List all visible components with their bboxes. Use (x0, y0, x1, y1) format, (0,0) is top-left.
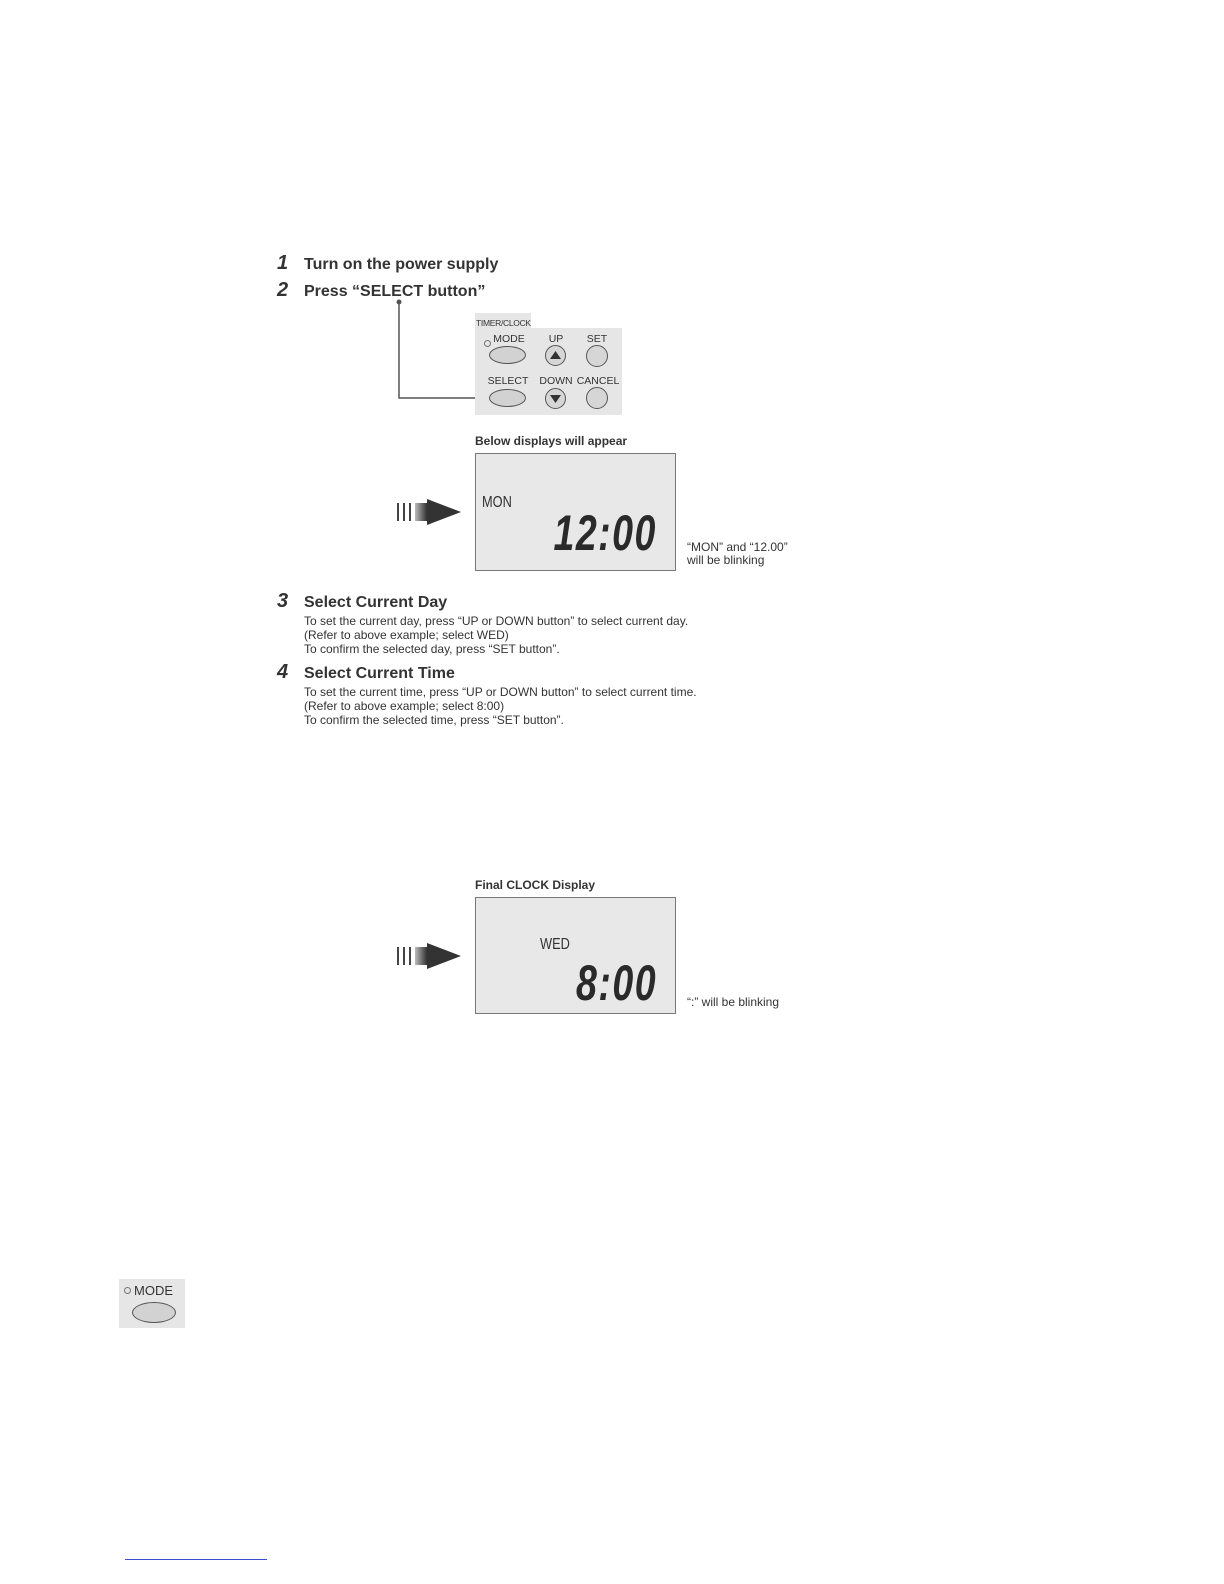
step-4-line-1: To set the current time, press “UP or DOWN button” to select current time. (304, 685, 697, 699)
lcd-2-day: WED (540, 936, 570, 953)
step-3-line-1: To set the current day, press “UP or DOWN button” to select current day. (304, 614, 689, 628)
mode-button-graphic (119, 1279, 185, 1328)
up-button[interactable] (545, 345, 566, 366)
mode-button[interactable] (489, 346, 526, 364)
select-label: SELECT (487, 375, 529, 387)
step-1-title: Turn on the power supply (304, 256, 499, 273)
lcd-2-time: 8:00 (575, 955, 657, 1011)
select-button[interactable] (489, 389, 526, 407)
mode-graphic-label: MODE (134, 1283, 173, 1298)
display-2-caption: Final CLOCK Display (475, 878, 596, 892)
arrow-right-icon (395, 941, 463, 971)
step-4-number: 4 (277, 661, 289, 683)
step-2-number: 2 (277, 279, 289, 301)
step-3-line-2: (Refer to above example; select WED) (304, 628, 509, 642)
mode-label: MODE (493, 333, 525, 345)
display-1-note-line-1: “MON” and “12.00” (687, 540, 788, 554)
display-2-note: “:” will be blinking (687, 995, 780, 1009)
step-3-line-3: To confirm the selected day, press “SET button”. (304, 642, 560, 656)
display-1-note-line-2: will be blinking (687, 553, 765, 567)
mode-graphic-button[interactable] (132, 1302, 176, 1323)
step-3-body (304, 614, 688, 656)
lcd-1-day: MON (482, 494, 512, 511)
set-button[interactable] (586, 345, 608, 367)
step-2-title: Press “SELECT button” (304, 283, 486, 300)
step-3-title: Select Current Day (304, 594, 448, 611)
up-label: UP (548, 333, 564, 345)
arrow-right-icon (395, 497, 463, 527)
down-arrow-icon (549, 394, 562, 404)
down-label: DOWN (539, 375, 573, 387)
step-4-title: Select Current Time (304, 665, 455, 682)
timer-clock-label: TIMER/CLOCK (476, 318, 531, 328)
step-3-number: 3 (277, 590, 289, 612)
step-4-body (304, 685, 697, 727)
up-arrow-icon (549, 350, 562, 360)
lcd-1-time: 12:00 (553, 505, 657, 561)
mode-indicator-icon (123, 1286, 132, 1295)
step-1-number: 1 (277, 252, 289, 274)
set-label: SET (586, 333, 608, 345)
cancel-label: CANCEL (576, 375, 620, 387)
display-1-caption: Below displays will appear (475, 434, 628, 448)
lcd-display-2 (475, 897, 676, 1014)
footer-rule (125, 1559, 267, 1560)
step-4-line-3: To confirm the selected time, press “SET button”. (304, 713, 564, 727)
control-panel (475, 313, 622, 415)
step-4-line-2: (Refer to above example; select 8:00) (304, 699, 505, 713)
down-button[interactable] (545, 388, 566, 409)
lcd-display-1 (475, 453, 676, 571)
cancel-button[interactable] (586, 387, 608, 409)
